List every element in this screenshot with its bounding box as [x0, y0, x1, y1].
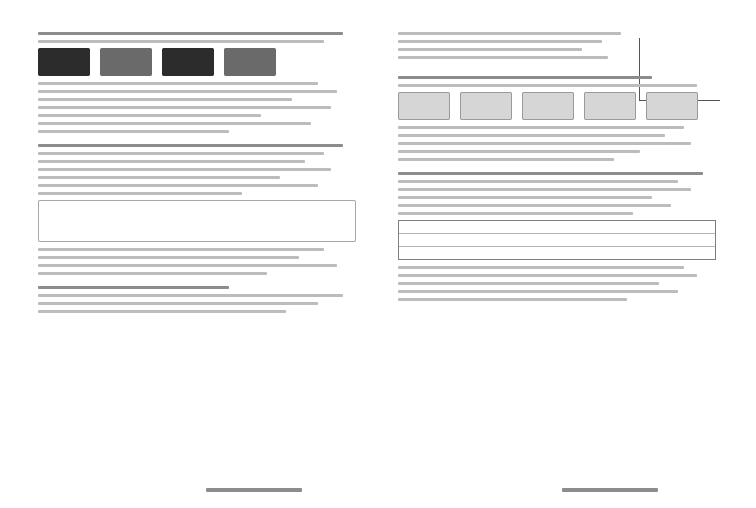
text-line	[38, 272, 267, 275]
text-line	[398, 56, 608, 59]
text-line	[398, 188, 691, 191]
text-line	[398, 282, 659, 285]
text-line	[398, 48, 582, 51]
photo	[38, 48, 90, 76]
text-line	[398, 76, 652, 79]
table-row	[399, 221, 715, 234]
text-line	[398, 40, 602, 43]
flask	[398, 92, 450, 120]
text-line	[38, 82, 318, 85]
text-line	[38, 302, 318, 305]
text-line	[38, 294, 343, 297]
photo	[224, 48, 276, 76]
text-line	[38, 168, 331, 171]
text-line	[38, 160, 305, 163]
left-column	[38, 32, 356, 318]
table-row	[399, 234, 715, 247]
text-line	[398, 32, 621, 35]
text-line	[398, 180, 678, 183]
text-line	[38, 152, 324, 155]
text-line	[398, 196, 652, 199]
apparatus-figure	[38, 200, 356, 242]
page-footer	[206, 488, 302, 492]
text-line	[38, 98, 292, 101]
text-line	[398, 204, 671, 207]
text-line	[398, 158, 614, 161]
text-line	[398, 172, 703, 175]
flask	[522, 92, 574, 120]
text-line	[38, 310, 286, 313]
text-line	[398, 266, 684, 269]
photo	[100, 48, 152, 76]
text-line	[38, 256, 299, 259]
flask	[646, 92, 698, 120]
right-column	[398, 32, 716, 306]
page-footer	[562, 488, 658, 492]
flask	[584, 92, 636, 120]
text-line	[38, 184, 318, 187]
text-line	[38, 40, 324, 43]
text-line	[38, 32, 343, 35]
photo	[162, 48, 214, 76]
text-line	[398, 150, 640, 153]
text-line	[398, 142, 691, 145]
image-row	[38, 48, 356, 76]
data-table	[398, 220, 716, 260]
text-line	[38, 176, 280, 179]
flask	[460, 92, 512, 120]
text-line	[38, 264, 337, 267]
text-line	[398, 84, 697, 87]
text-line	[38, 192, 242, 195]
text-line	[398, 298, 627, 301]
text-line	[38, 130, 229, 133]
text-line	[398, 134, 665, 137]
text-line	[38, 286, 229, 289]
text-line	[38, 114, 261, 117]
text-line	[38, 90, 337, 93]
image-row	[398, 92, 716, 120]
text-line	[398, 290, 678, 293]
text-line	[38, 106, 331, 109]
table-row	[399, 247, 715, 259]
text-line	[398, 274, 697, 277]
text-line	[398, 126, 684, 129]
text-line	[398, 212, 633, 215]
text-line	[38, 122, 311, 125]
text-line	[38, 248, 324, 251]
text-line	[38, 144, 343, 147]
